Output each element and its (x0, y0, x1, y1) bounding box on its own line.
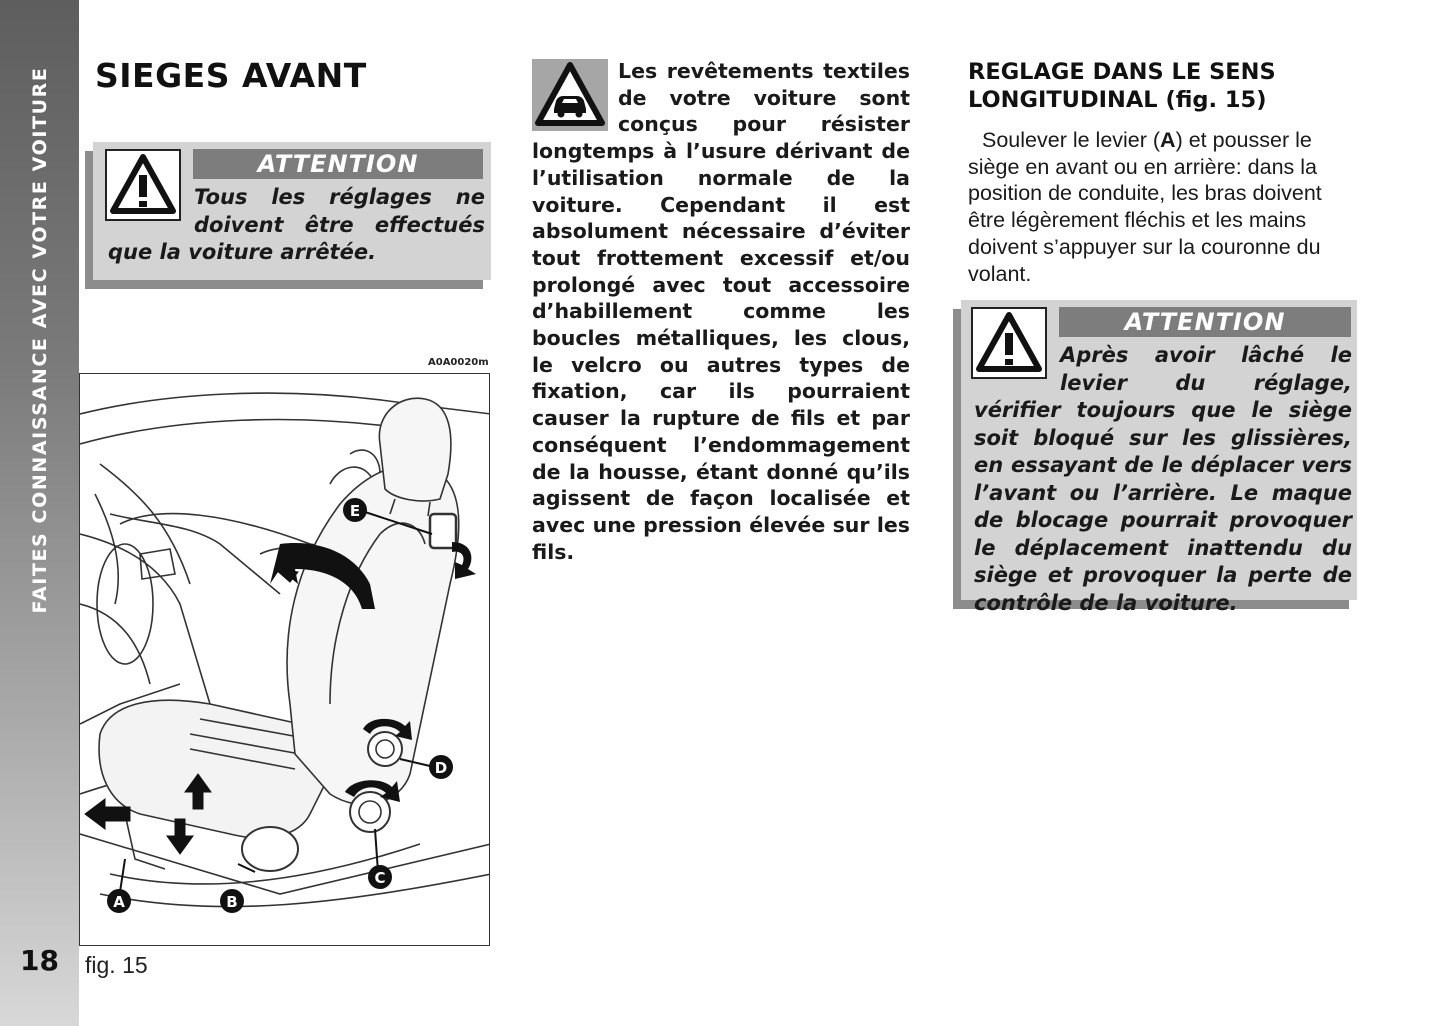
attention-box-1 (93, 142, 491, 280)
body-before: Soulever le levier ( (982, 128, 1161, 152)
page-number: 18 (20, 944, 59, 977)
callout-label-d: D (434, 759, 448, 777)
callout-label-e: E (349, 502, 361, 520)
figure-caption: fig. 15 (85, 952, 148, 978)
callout-label-b: B (226, 893, 238, 911)
attention-text-2-content: Après avoir lâché le levier du réglage, vérifier toujours que le siège soit bloqué sur les glissières, en essayant de le déplacer vers l’avant ou l’arrière. Le maque de blocage pourrait provoquer le déplacement inattendu du siège et provoquer la perte de contrôle de la voiture. (974, 343, 1352, 615)
attention-text-2 (974, 342, 1352, 617)
sidebar-band (0, 0, 79, 1026)
attention-header-2: ATTENTION (1059, 307, 1351, 337)
attention-text-1-content: Tous les réglages ne doivent être effectués que la voiture arrêtée. (108, 185, 485, 264)
page-title: SIEGES AVANT (95, 56, 367, 95)
section-heading-text: REGLAGE DANS LE SENS LONGITUDINAL (968, 59, 1276, 113)
seat-illustration-svg (80, 374, 490, 946)
callout-label-a: A (113, 893, 125, 911)
sidebar-chapter-title: FAITES CONNAISSANCE AVEC VOTRE VOITURE (29, 66, 51, 614)
attention-text-1 (108, 184, 485, 267)
section-heading (968, 58, 1358, 114)
seat-illustration (79, 373, 490, 946)
body-lever-a: A (1160, 128, 1176, 152)
attention-header-1: ATTENTION (193, 149, 483, 179)
section-body (968, 127, 1353, 287)
attention-box-2 (961, 300, 1357, 615)
callout-label-c: C (374, 869, 386, 887)
body-after: ) et pousser le siège en avant ou en arrière: dans la position de conduite, les bras doivent être légèrement fléchis et les mains doivent s’appuyer sur la couronne du volant. (968, 128, 1322, 286)
section-heading-ref: (fig. 15) (1165, 87, 1267, 113)
textile-care-content: Les revêtements textiles de votre voiture sont conçus pour résister longtemps à l’usure dérivant de l’utilisation normale de la voiture. Cependant il est absolument nécessaire d’éviter tout frottement excessif et/ou prolongé avec tout accessoire d’habillement comme les boucles métalliques, les clous, le velcro ou autres types de fixation, car ils pourraient causer la rupture de fils et par conséquent l’endommagement de la housse, étant donné qu’ils agissent de façon localisée et avec une pression élevée sur les fils. (532, 59, 910, 564)
textile-care-text (532, 58, 910, 565)
figure-code: A0A0020m (428, 357, 489, 368)
